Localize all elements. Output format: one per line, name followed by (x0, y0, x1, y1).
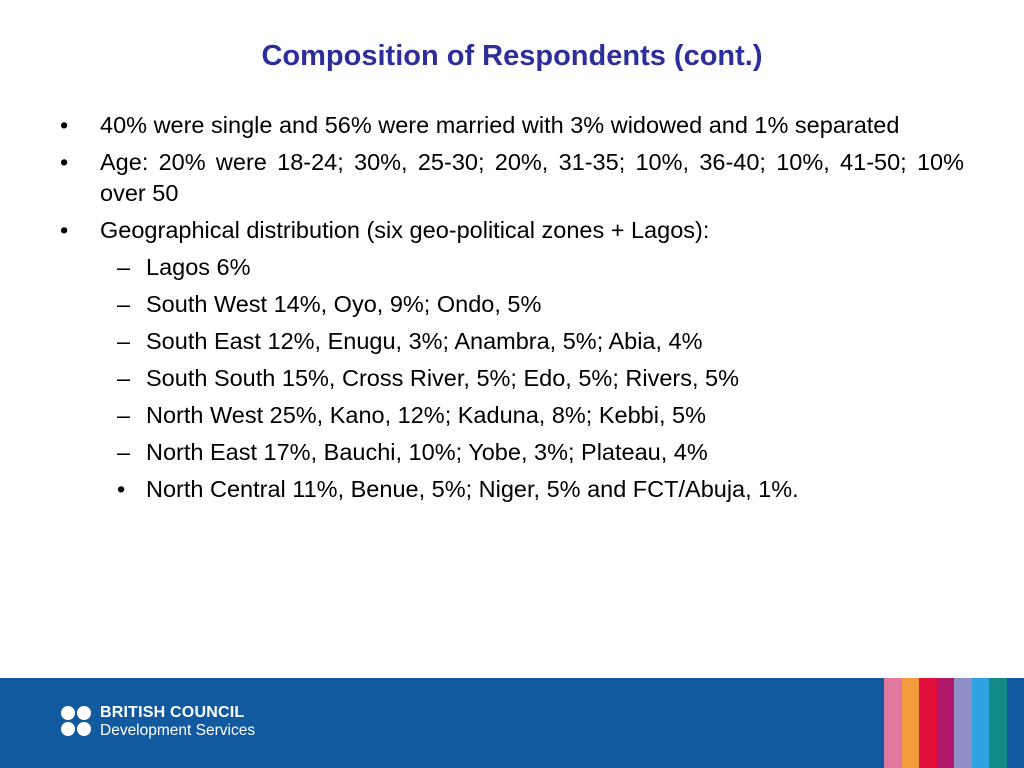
color-stripe (989, 678, 1007, 768)
sub-item (104, 289, 964, 320)
sub-marker: – (117, 254, 131, 280)
color-stripe (937, 678, 955, 768)
slide-content (60, 110, 964, 511)
sub-marker: – (117, 439, 131, 465)
sub-marker: – (117, 365, 131, 391)
sub-text: Lagos 6% (146, 254, 251, 280)
color-stripe (884, 678, 902, 768)
bullet-item (60, 147, 964, 209)
bullet-item (60, 110, 964, 141)
sub-item (104, 326, 964, 357)
sub-marker: – (117, 402, 131, 428)
color-stripes (884, 678, 1007, 768)
sub-item (104, 363, 964, 394)
sub-item (104, 252, 964, 283)
bullet-text: 40% were single and 56% were married with 3% widowed and 1% separated (100, 112, 900, 138)
bullet-marker: • (60, 217, 69, 243)
sub-text: North Central 11%, Benue, 5%; Niger, 5% and FCT/Abuja, 1%. (146, 476, 799, 502)
bullet-item (60, 215, 964, 246)
slide-title: Composition of Respondents (cont.) (261, 40, 763, 72)
brand-name: BRITISH COUNCIL (100, 704, 245, 721)
bullet-text: Geographical distribution (six geo-political zones + Lagos): (100, 217, 710, 243)
bullet-marker: • (60, 112, 69, 138)
sub-item (104, 474, 964, 505)
color-stripe (919, 678, 937, 768)
sub-item (104, 400, 964, 431)
sub-text: North West 25%, Kano, 12%; Kaduna, 8%; Kebbi, 5% (146, 402, 706, 428)
sub-text: South South 15%, Cross River, 5%; Edo, 5%; Rivers, 5% (146, 365, 739, 391)
sub-marker: – (117, 328, 131, 354)
sub-item (104, 437, 964, 468)
sub-marker: – (117, 291, 131, 317)
bullet-text: Age: 20% were 18-24; 30%, 25-30; 20%, 31-35; 10%, 36-40; 10%, 41-50; 10% over 50 (100, 149, 964, 206)
footer-band (0, 678, 1024, 768)
logo-dots-icon (60, 704, 94, 738)
sub-text: South East 12%, Enugu, 3%; Anambra, 5%; Abia, 4% (146, 328, 703, 354)
color-stripe (972, 678, 990, 768)
sub-text: North East 17%, Bauchi, 10%; Yobe, 3%; Plateau, 4% (146, 439, 708, 465)
sub-marker: • (117, 476, 126, 502)
color-stripe (954, 678, 972, 768)
brand-subtitle: Development Services (100, 722, 256, 739)
bullet-marker: • (60, 149, 69, 175)
color-stripe (902, 678, 920, 768)
sub-text: South West 14%, Oyo, 9%; Ondo, 5% (146, 291, 542, 317)
british-council-logo (60, 704, 255, 740)
logo-text (100, 704, 255, 740)
